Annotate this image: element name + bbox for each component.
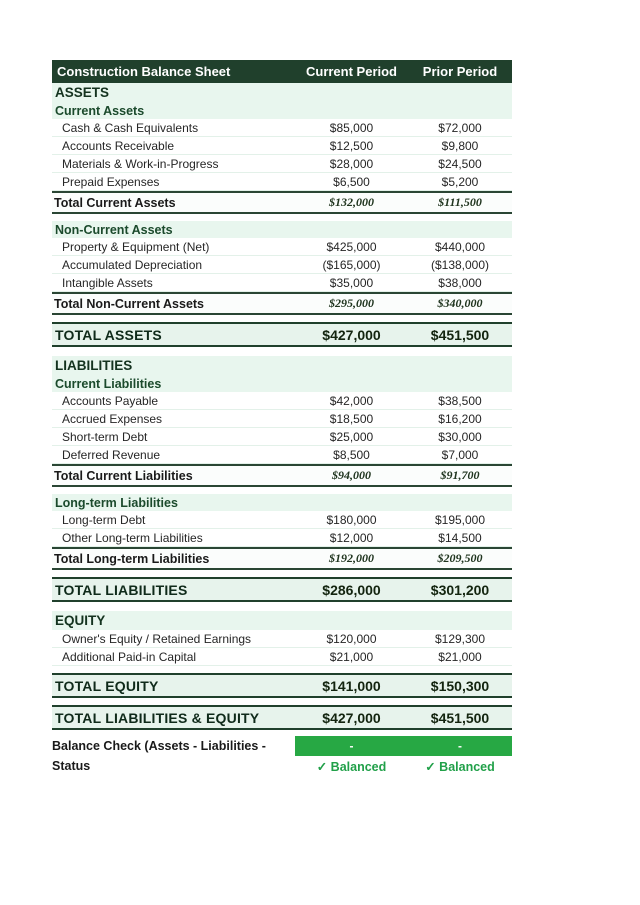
prior-period-value: $209,500 — [437, 551, 483, 565]
row-section-sub — [52, 102, 512, 119]
prior-period-value: $195,000 — [434, 512, 486, 527]
current-period-value: - — [295, 736, 408, 756]
row-section-major — [52, 83, 512, 102]
current-period-value: $21,000 — [329, 649, 374, 664]
row-spacer — [52, 315, 512, 322]
row-label: Materials & Work-in-Progress — [62, 156, 219, 171]
row-status — [52, 756, 512, 776]
row-section-sub — [52, 221, 512, 238]
row-section-sub — [52, 375, 512, 392]
current-period-value: $42,000 — [329, 393, 374, 408]
current-period-value: $12,000 — [329, 530, 374, 545]
prior-period-value: $9,800 — [441, 138, 479, 153]
row-item — [52, 119, 512, 137]
row-spacer — [52, 487, 512, 494]
row-item — [52, 428, 512, 446]
balance-sheet — [52, 60, 512, 776]
row-item — [52, 511, 512, 529]
row-section-major — [52, 356, 512, 375]
row-subtotal — [52, 292, 512, 315]
prior-period-value: $301,200 — [430, 581, 490, 598]
section-label: EQUITY — [55, 613, 106, 628]
row-item — [52, 173, 512, 191]
prior-period-value: - — [408, 736, 512, 756]
row-subtotal — [52, 191, 512, 214]
row-label: Accrued Expenses — [62, 411, 163, 426]
table-header-row — [52, 60, 512, 83]
row-check — [52, 736, 512, 756]
prior-period-value: $451,500 — [430, 326, 490, 343]
section-label: LIABILITIES — [55, 358, 133, 373]
prior-period-value: $72,000 — [438, 120, 482, 135]
section-label: Current Assets — [55, 103, 145, 118]
current-period-value: $25,000 — [329, 429, 374, 444]
prior-period-value: $111,500 — [438, 195, 482, 209]
prior-period-value: $30,000 — [438, 429, 482, 444]
current-period-value: $6,500 — [333, 174, 370, 189]
current-period-value: $425,000 — [326, 239, 377, 254]
prior-period-value: $16,200 — [438, 411, 482, 426]
row-item — [52, 155, 512, 173]
row-label: Accounts Payable — [62, 393, 159, 408]
row-subtotal — [52, 547, 512, 570]
row-item — [52, 274, 512, 292]
current-period-value: $132,000 — [329, 195, 374, 209]
row-item — [52, 392, 512, 410]
row-label: Balance Check (Assets - Liabilities - — [52, 739, 266, 753]
row-grand — [52, 322, 512, 347]
row-label: TOTAL EQUITY — [55, 677, 159, 694]
row-label: Property & Equipment (Net) — [62, 239, 210, 254]
prior-period-value: $451,500 — [430, 709, 490, 726]
section-label: Long-term Liabilities — [55, 495, 178, 510]
row-subtotal — [52, 464, 512, 487]
column-header-current-period: Current Period — [305, 64, 397, 79]
row-label: Intangible Assets — [62, 275, 153, 290]
row-label: Accumulated Depreciation — [62, 257, 203, 272]
row-label: Total Current Liabilities — [54, 468, 193, 483]
prior-period-value: $24,500 — [438, 156, 482, 171]
row-label: Short-term Debt — [62, 429, 148, 444]
row-label: Other Long-term Liabilities — [62, 530, 203, 545]
row-label: Long-term Debt — [62, 512, 146, 527]
sheet-title: Construction Balance Sheet — [57, 64, 231, 79]
row-label: Status — [52, 759, 91, 773]
current-period-value: $18,500 — [329, 411, 374, 426]
row-grand — [52, 577, 512, 602]
current-period-value: $8,500 — [333, 447, 370, 462]
row-label: Owner's Equity / Retained Earnings — [62, 631, 252, 646]
row-label: TOTAL LIABILITIES & EQUITY — [55, 709, 260, 726]
row-spacer — [52, 570, 512, 577]
current-period-value: $427,000 — [322, 326, 381, 343]
row-item — [52, 529, 512, 547]
current-period-value: $141,000 — [322, 677, 381, 694]
row-label: Additional Paid-in Capital — [62, 649, 197, 664]
current-period-value: $85,000 — [329, 120, 374, 135]
prior-period-value: $5,200 — [441, 174, 479, 189]
row-label: TOTAL ASSETS — [55, 326, 162, 343]
row-label: Deferred Revenue — [62, 447, 161, 462]
current-period-value: $295,000 — [329, 296, 374, 310]
current-period-value: $28,000 — [329, 156, 374, 171]
row-section-sub — [52, 494, 512, 511]
prior-period-value: $150,300 — [430, 677, 490, 694]
row-spacer — [52, 666, 512, 673]
row-grand — [52, 673, 512, 698]
row-label: TOTAL LIABILITIES — [55, 581, 188, 598]
current-period-value: $120,000 — [326, 631, 377, 646]
row-item — [52, 648, 512, 666]
section-label: Non-Current Assets — [55, 222, 173, 237]
prior-period-value: $91,700 — [440, 468, 480, 482]
row-spacer — [52, 214, 512, 221]
row-item — [52, 256, 512, 274]
column-header-prior-period: Prior Period — [422, 64, 498, 79]
current-period-value: $94,000 — [332, 468, 371, 482]
prior-period-value: $129,300 — [434, 631, 486, 646]
row-item — [52, 410, 512, 428]
row-spacer — [52, 347, 512, 356]
current-period-value: $12,500 — [329, 138, 374, 153]
row-label: Total Current Assets — [54, 195, 176, 210]
section-label: Current Liabilities — [55, 376, 162, 391]
current-period-value: $286,000 — [322, 581, 381, 598]
row-label: Total Non-Current Assets — [54, 296, 205, 311]
current-period-value: $180,000 — [326, 512, 377, 527]
current-period-value: $192,000 — [329, 551, 374, 565]
prior-period-value: ✓ Balanced — [425, 759, 495, 774]
row-grand — [52, 705, 512, 730]
current-period-value: $35,000 — [329, 275, 374, 290]
current-period-value: ✓ Balanced — [316, 759, 387, 774]
prior-period-value: $38,000 — [438, 275, 482, 290]
row-spacer — [52, 698, 512, 705]
table-body — [52, 83, 512, 776]
current-period-value: ($165,000) — [322, 257, 381, 272]
prior-period-value: $440,000 — [434, 239, 486, 254]
row-label: Total Long-term Liabilities — [54, 551, 210, 566]
prior-period-value: ($138,000) — [430, 257, 490, 272]
prior-period-value: $38,500 — [438, 393, 482, 408]
row-item — [52, 630, 512, 648]
section-label: ASSETS — [55, 85, 110, 100]
row-label: Prepaid Expenses — [62, 174, 160, 189]
row-item — [52, 137, 512, 155]
row-section-major — [52, 611, 512, 630]
row-spacer — [52, 602, 512, 611]
row-item — [52, 446, 512, 464]
row-item — [52, 238, 512, 256]
prior-period-value: $340,000 — [437, 296, 483, 310]
row-label: Accounts Receivable — [62, 138, 175, 153]
current-period-value: $427,000 — [322, 709, 381, 726]
prior-period-value: $7,000 — [441, 447, 479, 462]
prior-period-value: $14,500 — [438, 530, 482, 545]
row-label: Cash & Cash Equivalents — [62, 120, 199, 135]
prior-period-value: $21,000 — [438, 649, 482, 664]
